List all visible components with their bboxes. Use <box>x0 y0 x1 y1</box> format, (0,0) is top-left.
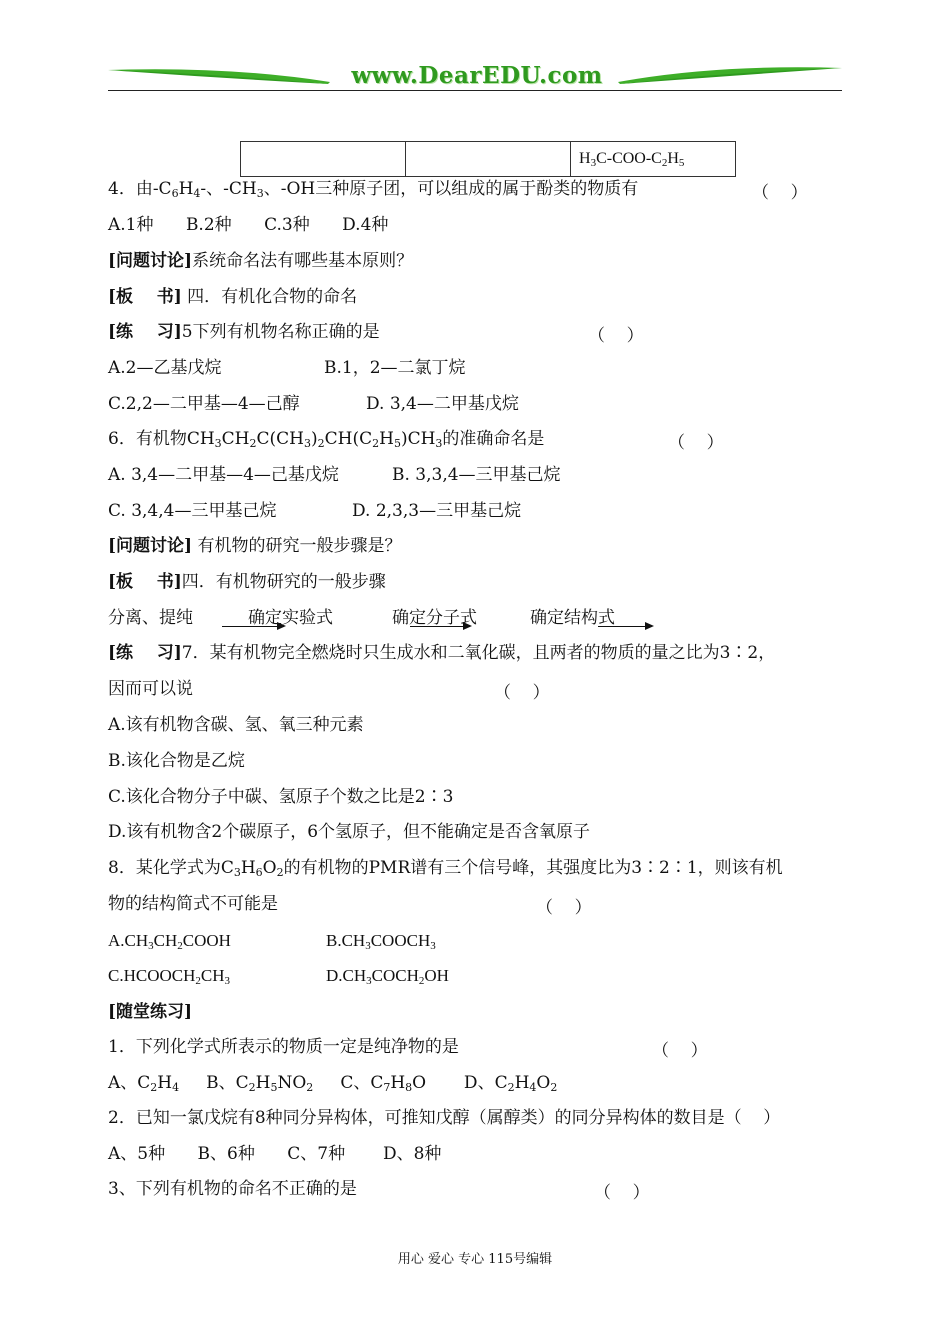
table-cell <box>241 142 406 177</box>
page-footer: 用心 爱心 专心 115号编辑 <box>397 1252 553 1267</box>
board-tag: [板 书] <box>108 287 182 307</box>
q8-option-b: $B.CH_3COOCH_3$ <box>326 931 436 952</box>
step-4: 确定结构式 <box>530 608 615 628</box>
question-8-cont: 物的结构简式不可能是 <box>108 894 278 914</box>
question-8: 8．某化学式为$C_3H_6O_2$的有机物的PMR谱有三个信号峰，其强度比为3∶2∶1，则该有机 <box>108 858 783 879</box>
table-row <box>241 142 736 177</box>
answer-paren: （ ） <box>588 326 644 346</box>
q8-option-a: $A.CH_3CH_2COOH$ <box>108 931 231 952</box>
q6-option-a: A. 3,4—二甲基—4—己基戊烷 <box>108 465 339 485</box>
answer-paren: （ ） <box>594 1183 650 1203</box>
q6-option-b: B. 3,3,4—三甲基己烷 <box>392 465 561 485</box>
practice-tag: [练 习] <box>108 643 182 663</box>
site-logo-text[interactable]: www.DearEDU.com <box>351 62 603 89</box>
page-header <box>108 58 842 92</box>
board-text: 四．有机物研究的一般步骤 <box>181 572 386 592</box>
q5-option-b: B.1，2—二氯丁烷 <box>324 358 466 378</box>
board-tag: [板 书] <box>108 572 182 592</box>
q5-option-d: D. 3,4—二甲基戊烷 <box>366 394 519 414</box>
board-1 <box>108 286 357 308</box>
header-rule <box>108 90 842 91</box>
q8-option-d: $D.CH_3COCH_2OH$ <box>326 966 449 987</box>
option: A.1种 <box>108 215 154 235</box>
option: B.2种 <box>185 215 232 235</box>
option: D、8种 <box>382 1144 442 1164</box>
q7-option-b: B.该化合物是乙烷 <box>108 751 245 771</box>
q8-option-c: $C.HCOOCH_2CH_3$ <box>108 966 230 987</box>
q5-option-c: C.2,2—二甲基—4—己醇 <box>108 394 300 414</box>
discussion-tag: [问题讨论] <box>108 251 193 271</box>
q6-option-c: C. 3,4,4—三甲基己烷 <box>108 501 277 521</box>
answer-paren: （ ） <box>752 183 808 203</box>
q7-option-a: A.该有机物含碳、氢、氧三种元素 <box>108 715 364 735</box>
q6-option-d: D. 2,3,3—三甲基己烷 <box>352 501 522 521</box>
question-7 <box>108 642 775 664</box>
practice-2-options <box>108 1143 441 1165</box>
board-text: 四．有机化合物的命名 <box>181 287 358 307</box>
practice-heading: [随堂练习] <box>108 1002 193 1022</box>
question-4: 4．由$-C_6H_4-$、$-CH_3$、-OH三种原子团，可以组成的属于酚类的物质有 <box>108 179 639 200</box>
step-arrow <box>410 626 470 627</box>
table-cell <box>406 142 571 177</box>
step-arrow <box>222 626 284 627</box>
discussion-text: 系统命名法有哪些基本原则？ <box>192 251 414 271</box>
option: C、7种 <box>287 1144 346 1164</box>
step-2: 确定实验式 <box>248 608 333 628</box>
discussion-2 <box>108 535 402 557</box>
practice-2: 2．已知一氯戊烷有8种同分异构体，可推知戊醇（属醇类）的同分异构体的数目是（ ） <box>108 1108 781 1128</box>
board-2 <box>108 571 386 593</box>
q5-option-a: A.2—乙基戊烷 <box>108 358 222 378</box>
q4-options <box>108 214 388 236</box>
step-arrow <box>598 626 652 627</box>
answer-paren: （ ） <box>652 1041 708 1061</box>
practice-1: 1．下列化学式所表示的物质一定是纯净物的是 <box>108 1037 459 1057</box>
answer-paren: （ ） <box>668 433 724 453</box>
step-3: 确定分子式 <box>392 608 477 628</box>
option: A、5种 <box>108 1144 166 1164</box>
formula-table <box>240 141 736 177</box>
q7-option-d: D.该有机物含2个碳原子，6个氢原子，但不能确定是否含氧原子 <box>108 822 591 842</box>
option: D.4种 <box>342 215 389 235</box>
discussion-tag: [问题讨论] <box>108 536 193 556</box>
answer-paren: （ ） <box>536 898 592 918</box>
question-6: 6．有机物$CH_3CH_2C(CH_3)_2CH(C_2H_5)CH_3$的准确命名是 <box>108 429 545 450</box>
answer-paren: （ ） <box>494 683 550 703</box>
practice-1-options: A、$C_2H_4$ B、$C_2H_5NO_2$ C、$C_7H_8O$ D、$C_2H_4O_2$ <box>108 1073 558 1094</box>
discussion-text: 有机物的研究一般步骤是？ <box>192 536 402 556</box>
question-7-cont: 因而可以说 <box>108 679 193 699</box>
question-5 <box>108 321 380 343</box>
option: B、6种 <box>197 1144 255 1164</box>
question-text: 7．某有机物完全燃烧时只生成水和二氧化碳，且两者的物质的量之比为3∶2， <box>181 643 776 663</box>
practice-3: 3、下列有机物的命名不正确的是 <box>108 1179 357 1199</box>
question-text: 5下列有机物名称正确的是 <box>181 322 380 342</box>
discussion-1 <box>108 250 413 272</box>
q7-option-c: C.该化合物分子中碳、氢原子个数之比是2∶3 <box>108 787 454 807</box>
practice-tag: [练 习] <box>108 322 182 342</box>
table-cell-formula: $H_3C-COO-C_2H_5$ <box>571 142 736 177</box>
step-1: 分离、提纯 <box>108 608 193 628</box>
option: C.3种 <box>264 215 310 235</box>
